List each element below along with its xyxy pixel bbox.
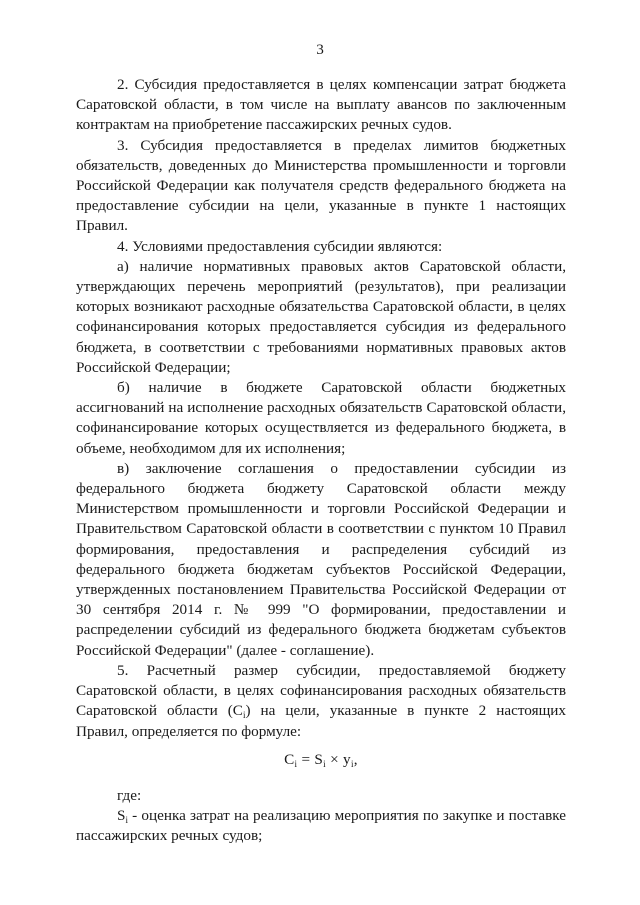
page-number: 3 bbox=[316, 41, 324, 58]
paragraph-5-text-after: ) на цели, указанные в пункте 2 настоящих Правил, определяется по формуле: bbox=[76, 702, 566, 740]
paragraph-4: 4. Условиями предоставления субсидии являются: bbox=[117, 237, 443, 255]
definition-s-symbol: S bbox=[117, 807, 126, 825]
definition-s-text: - оценка затрат на реализацию мероприятия по закупке и поставке пассажирских речных судов; bbox=[76, 807, 566, 845]
document-body bbox=[76, 75, 566, 847]
formula-s-subscript: i bbox=[323, 758, 326, 769]
paragraph-3: 3. Субсидия предоставляется в пределах лимитов бюджетных обязательств, доведенных до Министерства промышленности и торговли Российской Федерации как получателя средств федерального бюджета на предоставление субсидии на цели, указанные в пункте 1 настоящих Правил. bbox=[76, 136, 566, 235]
formula-y-subscript: i bbox=[350, 758, 354, 769]
paragraph-2: 2. Субсидия предоставляется в целях компенсации затрат бюджета Саратовской области, в том числе на выплату авансов по заключенным контрактам на приобретение пассажирских речных судов. bbox=[76, 76, 566, 134]
paragraph-5-text-before: 5. Расчетный размер субсидии, предоставляемой бюджету Саратовской области, в целях софинансирования расходных обязательств Саратовской области ( bbox=[76, 661, 566, 720]
paragraph-5 bbox=[76, 661, 566, 742]
where-label: где: bbox=[117, 786, 142, 804]
formula-equals: = bbox=[297, 750, 315, 768]
formula-c: C bbox=[284, 750, 295, 768]
formula bbox=[76, 750, 566, 770]
formula-times: × bbox=[325, 750, 344, 768]
definition-s bbox=[76, 806, 566, 846]
paragraph-4b: б) наличие в бюджете Саратовской области бюджетных ассигнований на исполнение расходных обязательств Саратовской области, софинансирование которых осуществляется из федерального бюджета, в объеме, необходимом для их исполнения; bbox=[76, 379, 566, 457]
definition-s-subscript: i bbox=[125, 815, 128, 826]
formula-y: y bbox=[343, 750, 351, 768]
paragraph-4v: в) заключение соглашения о предоставлении субсидии из федерального бюджета бюджету Саратовской области между Министерством промышленности и торговли Российской Федерации и Правительством Саратовской области в соответствии с пунктом 10 Правил формирования, предоставления и распределения субсидий из федерального бюджета бюджетам субъектов Российской Федерации, утвержденных постановлением Правительства Российской Федерации от 30 сентября 2014 г. № 999 "О формировании, предоставлении и распределении субсидий из федерального бюджета бюджетам субъектов Российской Федерации" (далее - соглашение). bbox=[76, 459, 566, 659]
symbol-c: C bbox=[232, 702, 243, 720]
formula-c-subscript: i bbox=[294, 758, 298, 769]
paragraph-4a: а) наличие нормативных правовых актов Саратовской области, утверждающих перечень мероприятий (результатов), при реализации которых возникают расходные обязательства Саратовской области, в целях софинансирования которых предоставляется субсидия из федерального бюджета, в соответствии с требованиями нормативных правовых актов Российской Федерации; bbox=[76, 257, 566, 376]
formula-comma: , bbox=[353, 750, 358, 768]
formula-s: S bbox=[314, 750, 324, 768]
symbol-c-subscript: i bbox=[242, 710, 246, 721]
